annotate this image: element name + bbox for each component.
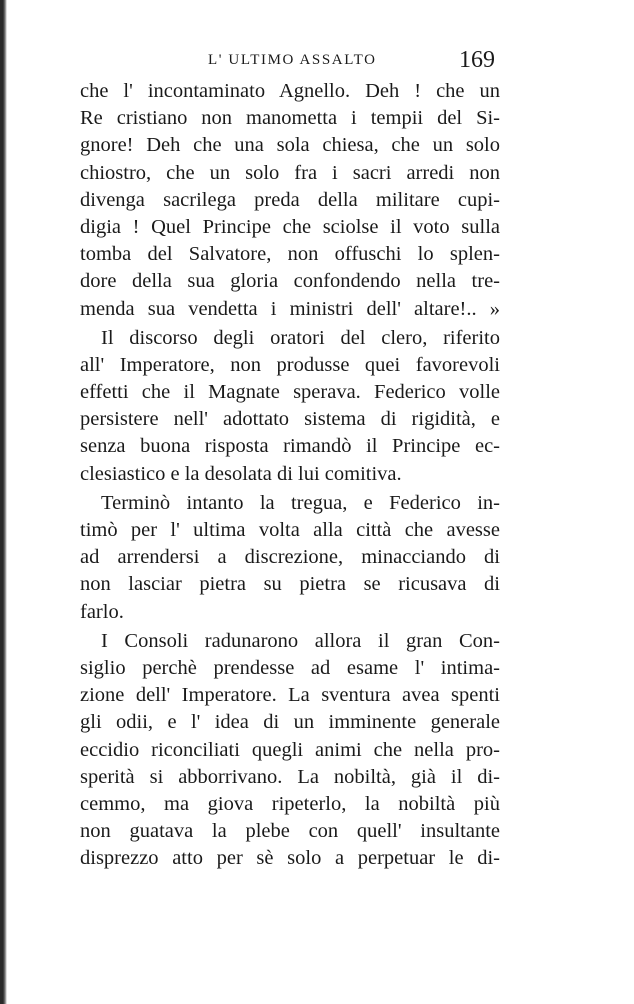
page-header [0, 46, 634, 76]
text-line: Re cristiano non manomettа i tempii del Si- [80, 107, 500, 130]
page-number: 169 [459, 47, 495, 73]
paragraph-1 [80, 78, 500, 323]
text-line: non lasciar pietra su pietra se ricusava di [80, 573, 500, 596]
text-line: sperità si abborrivano. La nobiltà, già il di- [80, 765, 500, 788]
text-line: ad arrendersi a discrezione, minacciando di [80, 546, 500, 569]
text-line: dore della sua gloria confondendo nella tre- [80, 270, 500, 293]
text-line: divenga sacrilega preda della militare cupi- [80, 188, 500, 211]
text-line: effetti che il Magnate sperava. Federico volle [80, 381, 500, 404]
text-line: gnore! Deh che una sola chiesa, che un solo [80, 134, 500, 157]
text-line: farlo. [80, 600, 124, 623]
text-line: chiostro, che un solo fra i sacri arredi non [80, 161, 500, 184]
text-line: gli odii, e l' idea di un imminente generale [80, 711, 500, 734]
text-line: eccidio riconciliati quegli animi che nella pro- [80, 738, 500, 761]
text-line: all' Imperatore, non produsse quei favorevoli [80, 353, 500, 376]
text-line: senza buona risposta rimandò il Principe ec- [80, 435, 500, 458]
text-line: clesiastico e la desolata di lui comitiva. [80, 462, 402, 485]
text-line: Il discorso degli oratori del clero, riferito [101, 326, 500, 349]
text-line: timò per l' ultima volta alla città che avesse [80, 519, 500, 541]
text-line: siglio perchè prendesse ad esame l' intima- [80, 656, 500, 679]
text-line: disprezzo atto per sè solo a perpetuar le di- [80, 847, 500, 870]
text-line: zione dell' Imperatore. La sventura avea spenti [80, 684, 500, 707]
paragraph-4 [80, 628, 500, 873]
page-binding-edge [0, 0, 7, 1004]
running-head: L' ULTIMO ASSALTO [208, 52, 377, 68]
text-line: tomba del Salvatore, non offuschi lo splen- [80, 243, 500, 266]
text-line: non guatava la plebe con quell' insultante [80, 820, 500, 843]
text-line: persistere nell' adottato sistema di rigidità, e [80, 408, 500, 431]
text-line: che l' incontaminato Agnello. Deh ! che un [80, 80, 500, 102]
paragraph-3 [80, 490, 500, 626]
text-line: cemmo, ma giova ripeterlo, la nobiltà più [80, 792, 500, 815]
text-line: Terminò intanto la tregua, e Federico in- [101, 491, 500, 514]
paragraph-2 [80, 325, 500, 488]
text-line: I Consoli radunarono allora il gran Con- [101, 629, 500, 652]
body-text [80, 78, 500, 872]
text-line: menda sua vendetta i ministri dell' altare!.. » [80, 297, 500, 320]
text-line: digia ! Quel Principe che sciolse il voto sulla [80, 215, 500, 238]
